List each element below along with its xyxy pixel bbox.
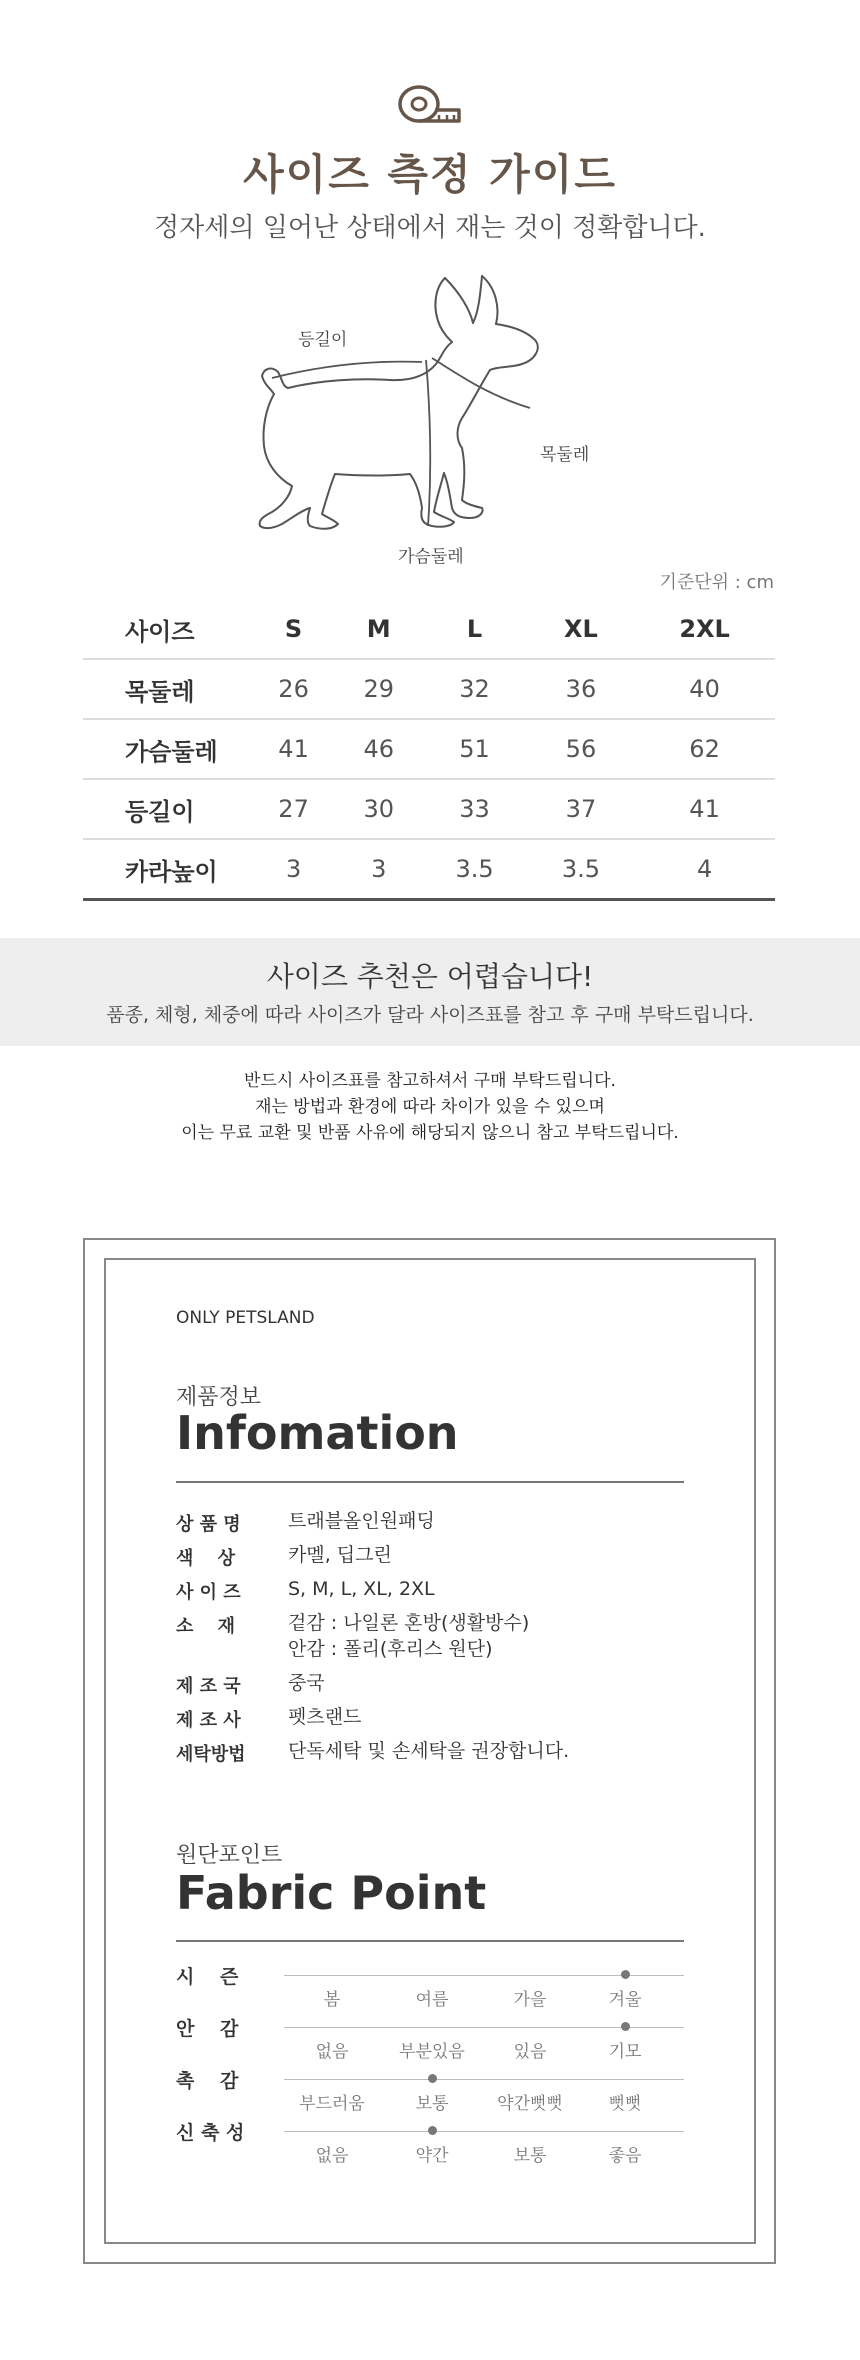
brand-name: ONLY PETSLAND [176, 1308, 315, 1328]
info-section-kr: 제품정보 [176, 1385, 262, 1410]
spec-value: 트래블올인원패딩 [288, 1510, 435, 1532]
fabric-option: 여름 [415, 1990, 449, 2010]
fabric-section-title: Fabric Point [176, 1866, 487, 1920]
table-cell: 29 [336, 659, 421, 719]
fabric-scale-line [284, 2079, 684, 2080]
fabric-option: 가을 [513, 1990, 547, 2010]
page-title: 사이즈 측정 가이드 [243, 150, 617, 199]
table-cell: 27 [251, 779, 336, 839]
row-label: 가슴둘레 [83, 719, 251, 779]
fabric-option: 부드러움 [299, 2094, 365, 2114]
table-header-cell: M [336, 600, 421, 659]
table-cell: 62 [634, 719, 775, 779]
table-header-cell: S [251, 600, 336, 659]
fabric-option: 뻣뻣 [608, 2094, 642, 2114]
fabric-option: 있음 [513, 2042, 547, 2062]
unit-note: 기준단위 : cm [659, 572, 774, 593]
table-cell: 3.5 [528, 839, 634, 900]
table-cell: 37 [528, 779, 634, 839]
spec-label: 색 상 [176, 1548, 236, 1569]
table-row [83, 779, 775, 839]
fabric-row-label: 안 감 [176, 2018, 239, 2040]
row-label: 목둘레 [83, 659, 251, 719]
caution-line: 재는 방법과 환경에 따라 차이가 있을 수 있으며 [255, 1097, 605, 1117]
table-header-row [83, 600, 775, 659]
spec-label: 소 재 [176, 1616, 236, 1637]
fabric-option: 좋음 [608, 2146, 642, 2166]
table-cell: 3.5 [421, 839, 527, 900]
table-cell: 41 [251, 719, 336, 779]
fabric-row-label: 신 축 성 [176, 2122, 245, 2144]
spec-label: 사 이 즈 [176, 1582, 241, 1603]
table-cell: 51 [421, 719, 527, 779]
fabric-option: 기모 [608, 2042, 642, 2062]
table-row [83, 659, 775, 719]
notice-text: 품종, 체형, 체중에 따라 사이즈가 달라 사이즈표를 참고 후 구매 부탁드립니다. [106, 1004, 754, 1026]
neck-label: 목둘레 [540, 445, 590, 465]
spec-value: 겉감 : 나일론 혼방(생활방수) [288, 1612, 530, 1634]
table-cell: 33 [421, 779, 527, 839]
fabric-row-label: 시 즌 [176, 1966, 239, 1988]
fabric-option: 없음 [315, 2146, 349, 2166]
spec-value: S, M, L, XL, 2XL [288, 1578, 435, 1600]
size-table [83, 600, 775, 901]
spec-value: 단독세탁 및 손세탁을 권장합니다. [288, 1740, 570, 1762]
fabric-level-dot [428, 2126, 437, 2135]
table-header-cell: 2XL [634, 600, 775, 659]
fabric-level-dot [621, 1970, 630, 1979]
spec-value-secondary: 안감 : 폴리(후리스 원단) [288, 1638, 493, 1660]
spec-label: 제 조 사 [176, 1710, 241, 1731]
fabric-option: 보통 [513, 2146, 547, 2166]
fabric-level-dot [621, 2022, 630, 2031]
spec-label: 세탁방법 [176, 1744, 246, 1765]
table-cell: 36 [528, 659, 634, 719]
fabric-level-dot [428, 2074, 437, 2083]
fabric-option: 약간뻣뻣 [497, 2094, 563, 2114]
table-cell: 4 [634, 839, 775, 900]
spec-label: 제 조 국 [176, 1676, 241, 1697]
chest-label: 가슴둘레 [398, 547, 464, 567]
info-divider [176, 1481, 684, 1483]
table-row [83, 719, 775, 779]
table-cell: 32 [421, 659, 527, 719]
fabric-section-kr: 원단포인트 [176, 1843, 283, 1868]
table-cell: 46 [336, 719, 421, 779]
table-cell: 41 [634, 779, 775, 839]
fabric-scale-line [284, 2131, 684, 2132]
table-header-cell: XL [528, 600, 634, 659]
fabric-option: 보통 [415, 2094, 449, 2114]
dog-measurement-figure [230, 268, 630, 568]
table-cell: 40 [634, 659, 775, 719]
spec-value: 중국 [288, 1672, 325, 1694]
row-label: 카라높이 [83, 839, 251, 900]
caution-line: 이는 무료 교환 및 반품 사유에 해당되지 않으니 참고 부탁드립니다. [181, 1123, 679, 1143]
fabric-option: 봄 [323, 1990, 341, 2010]
notice-title: 사이즈 추천은 어렵습니다! [266, 960, 594, 993]
page-subtitle: 정자세의 일어난 상태에서 재는 것이 정확합니다. [154, 213, 706, 243]
table-header-cell: L [421, 600, 527, 659]
table-cell: 56 [528, 719, 634, 779]
table-cell: 30 [336, 779, 421, 839]
spec-label: 상 품 명 [176, 1514, 241, 1535]
row-label: 등길이 [83, 779, 251, 839]
caution-line: 반드시 사이즈표를 참고하셔서 구매 부탁드립니다. [244, 1071, 616, 1091]
back-length-label: 등길이 [298, 330, 348, 350]
table-cell: 3 [336, 839, 421, 900]
fabric-option: 없음 [315, 2042, 349, 2062]
fabric-option: 겨울 [608, 1990, 642, 2010]
table-cell: 26 [251, 659, 336, 719]
info-section-title: Infomation [176, 1406, 459, 1460]
tape-measure-icon [397, 84, 463, 130]
table-cell: 3 [251, 839, 336, 900]
spec-value: 카멜, 딥그린 [288, 1544, 392, 1566]
table-row [83, 839, 775, 900]
spec-value: 펫츠랜드 [288, 1706, 362, 1728]
fabric-option: 부분있음 [399, 2042, 465, 2062]
fabric-divider [176, 1940, 684, 1942]
fabric-option: 약간 [415, 2146, 449, 2166]
table-header-cell: 사이즈 [83, 600, 251, 659]
fabric-row-label: 촉 감 [176, 2070, 239, 2092]
